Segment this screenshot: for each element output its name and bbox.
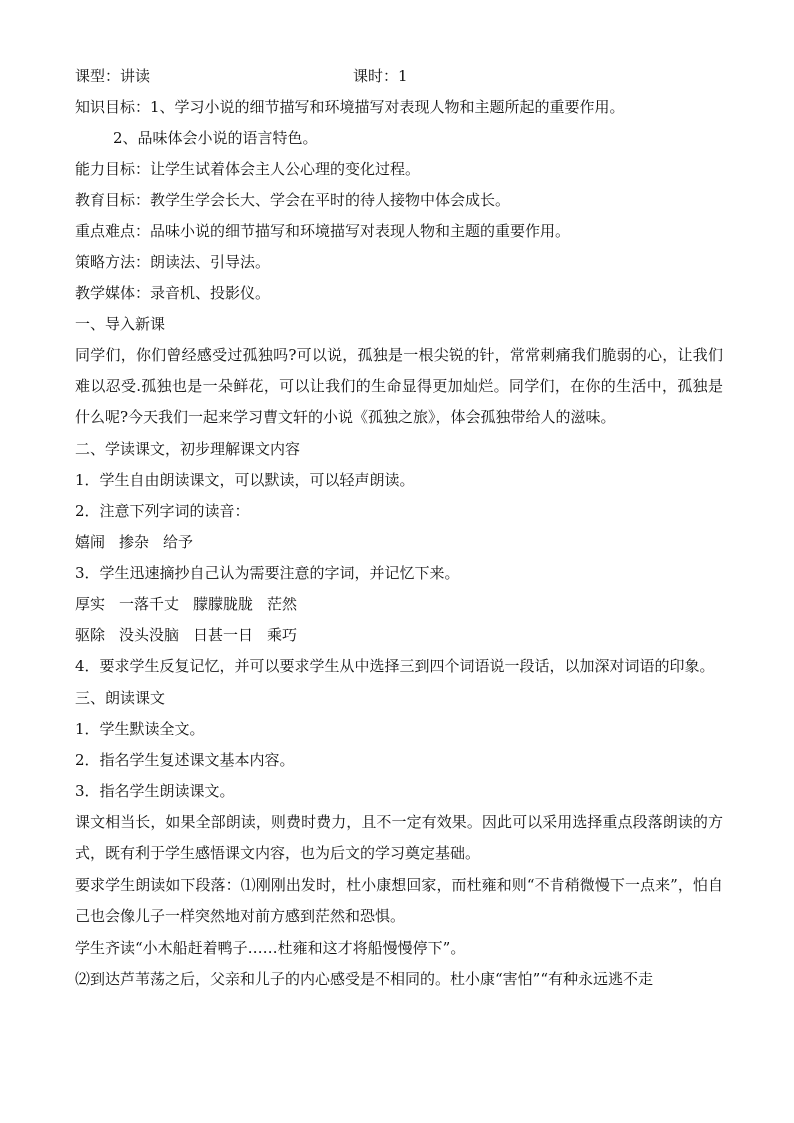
section1-heading: 一、导入新课 <box>75 315 166 333</box>
section3-para2: 要求学生朗读如下段落：⑴刚刚出发时，杜小康想回家，而杜雍和则“不肯稍微慢下一点来”，怕自己也会像儿子一样突然地对前方感到茫然和恐惧。 <box>75 876 723 925</box>
knowledge-objective-1: 知识目标：1、学习小说的细节描写和环境描写对表现人物和主题所起的重要作用。 <box>75 98 625 116</box>
section3-item1: 1．学生默读全文。 <box>75 720 205 738</box>
lesson-header <box>75 66 723 86</box>
teaching-media: 教学媒体：录音机、投影仪。 <box>75 284 271 302</box>
section3-para3: 学生齐读“小木船赶着鸭子……杜雍和这才将船慢慢停下”。 <box>75 939 466 957</box>
section3-heading: 三、朗读课文 <box>75 689 166 707</box>
section2-item4: 4．要求学生反复记忆，并可以要求学生从中选择三到四个词语说一段话，以加深对词语的印象。 <box>75 657 715 675</box>
word-list-3 <box>75 625 723 645</box>
word-item: 驱除 <box>75 626 106 644</box>
word-list-2 <box>75 594 723 614</box>
ability-objective: 能力目标：让学生试着体会主人公心理的变化过程。 <box>75 160 421 178</box>
document-page <box>75 66 723 1000</box>
word-item: 掺杂 <box>119 533 150 551</box>
word-item: 嬉闹 <box>75 533 106 551</box>
section1-text: 同学们，你们曾经感受过孤独吗?可以说，孤独是一根尖锐的针，常常刺痛我们脆弱的心，让我们难以忍受.孤独也是一朵鲜花，可以让我们的生命显得更加灿烂。同学们，在你的生活中，孤独是什么呢?今天我们一起来学习曹文轩的小说《孤独之旅》，体会孤独带给人的滋味。 <box>75 346 723 426</box>
word-item: 日甚一日 <box>193 626 254 644</box>
section3-para4: ⑵到达芦苇荡之后，父亲和儿子的内心感受是不相同的。杜小康“害怕”“有种永远逃不走 <box>75 970 654 988</box>
word-item: 朦朦胧胧 <box>193 595 254 613</box>
word-item: 厚实 <box>75 595 106 613</box>
word-item: 茫然 <box>267 595 298 613</box>
knowledge-objective-2: 2、品味体会小说的语言特色。 <box>113 129 318 147</box>
lesson-time: 课时：1 <box>353 67 408 85</box>
word-item: 乘巧 <box>267 626 298 644</box>
key-points: 重点难点：品味小说的细节描写和环境描写对表现人物和主题的重要作用。 <box>75 222 571 240</box>
section2-item3: 3．学生迅速摘抄自己认为需要注意的字词，并记忆下来。 <box>75 564 460 582</box>
section2-heading: 二、学读课文，初步理解课文内容 <box>75 440 301 458</box>
word-item: 一落千丈 <box>119 595 180 613</box>
word-item: 没头没脑 <box>119 626 180 644</box>
section3-para1: 课文相当长，如果全部朗读，则费时费力，且不一定有效果。因此可以采用选择重点段落朗读的方式，既有利于学生感悟课文内容，也为后文的学习奠定基础。 <box>75 813 723 862</box>
word-list-1 <box>75 532 723 552</box>
strategy-methods: 策略方法：朗读法、引导法。 <box>75 253 271 271</box>
education-objective: 教育目标：教学生学会长大、学会在平时的待人接物中体会成长。 <box>75 191 511 209</box>
word-item: 给予 <box>163 533 194 551</box>
section3-item3: 3．指名学生朗读课文。 <box>75 782 235 800</box>
section3-item2: 2．指名学生复述课文基本内容。 <box>75 751 295 769</box>
lesson-type: 课型：讲读 <box>75 67 151 85</box>
section2-item1: 1．学生自由朗读课文，可以默读，可以轻声朗读。 <box>75 471 415 489</box>
section2-item2: 2．注意下列字词的读音： <box>75 502 250 520</box>
